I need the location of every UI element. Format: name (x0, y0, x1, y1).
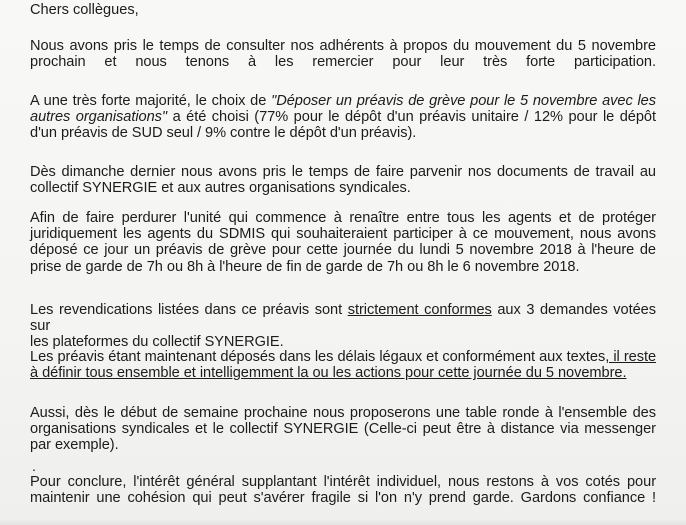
paragraph-line: prise de garde de 7h ou 8h à l'heure de fin de garde de 7h ou 8h le 6 novembre 2018. (30, 258, 580, 275)
paragraph-line (30, 109, 656, 125)
paragraph-thanks (30, 38, 656, 70)
paragraph-line: d'un préavis de SUD seul / 9% contre le dépôt d'un préavis). (30, 125, 417, 142)
paragraph-line: Aussi, dès le début de semaine prochaine nous proposerons une table ronde à l'ensemble des (30, 405, 656, 421)
paragraph-line: Nous avons pris le temps de consulter nos adhérents à propos du mouvement du 5 novembre (30, 38, 656, 54)
paragraph-line: déposé ce jour un préavis de grève pour cette journée du lundi 5 novembre 2018 à l'heure de (30, 242, 656, 259)
stray-dot: . (32, 458, 36, 474)
paragraph-line (30, 93, 656, 109)
text-run: A une très forte majorité, le choix de (30, 93, 272, 109)
underlined-text: strictement conformes (347, 302, 492, 318)
paragraph-line: Afin de faire perdurer l'unité qui commence à renaître entre tous les agents et de protéger (30, 210, 656, 226)
text-run: aux 3 demandes votées sur (30, 302, 656, 335)
paragraph-line: Dès dimanche dernier nous avons pris le temps de faire parvenir nos documents de travail au (30, 164, 656, 180)
paragraph-round-table (30, 405, 656, 454)
paragraph-line (30, 302, 656, 334)
paragraph-line: collectif SYNERGIE et aux autres organisations syndicales. (30, 180, 411, 197)
paragraph-line (30, 349, 656, 365)
paragraph-line: juridiquement les agents du SDMIS qui souhaiteraient participer à ce mouvement, nous avons (30, 226, 656, 243)
salutation: Chers collègues, (30, 2, 139, 18)
text-run: Les préavis étant maintenant déposés dans les délais légaux et conformément aux textes (30, 349, 606, 365)
underlined-line: à définir tous ensemble et intelligemment la ou les actions pour cette journée du 5 novembre. (30, 365, 627, 382)
paragraph-line: les plateformes du collectif SYNERGIE. (30, 334, 284, 351)
paragraph-demands (30, 302, 656, 351)
paragraph-vote-result (30, 93, 656, 142)
paragraph-line: par exemple). (30, 437, 119, 454)
paragraph-line: Pour conclure, l'intérêt général supplantant l'intérêt individuel, nous restons à vos cotés pour (30, 474, 656, 490)
page-bottom-edge (0, 519, 686, 525)
quoted-choice: "Déposer un préavis de grève pour le 5 novembre avec les (271, 93, 657, 109)
text-run: a été choisi (77% pour le dépôt d'un préavis unitaire / 12% pour le dépôt (167, 109, 656, 126)
paragraph-line: prochain et nous tenons à les remercier pour leur très forte participation. (30, 54, 656, 71)
paragraph-documents (30, 164, 656, 196)
text-run: Les revendications listées dans ce préavis sont (30, 302, 348, 318)
underlined-text: , il reste (605, 349, 657, 365)
paragraph-strike-notice (30, 210, 656, 275)
paragraph-line: maintenir une cohésion qui peut s'avérer fragile si l'on n'y prend garde. Gardons confiance ! (30, 490, 656, 507)
paragraph-actions (30, 349, 656, 381)
paragraph-conclusion (30, 474, 656, 506)
paragraph-line: organisations syndicales et le collectif SYNERGIE (Celle-ci peut être à distance via messenger (30, 421, 656, 438)
quoted-choice: autres organisations" (30, 109, 168, 126)
